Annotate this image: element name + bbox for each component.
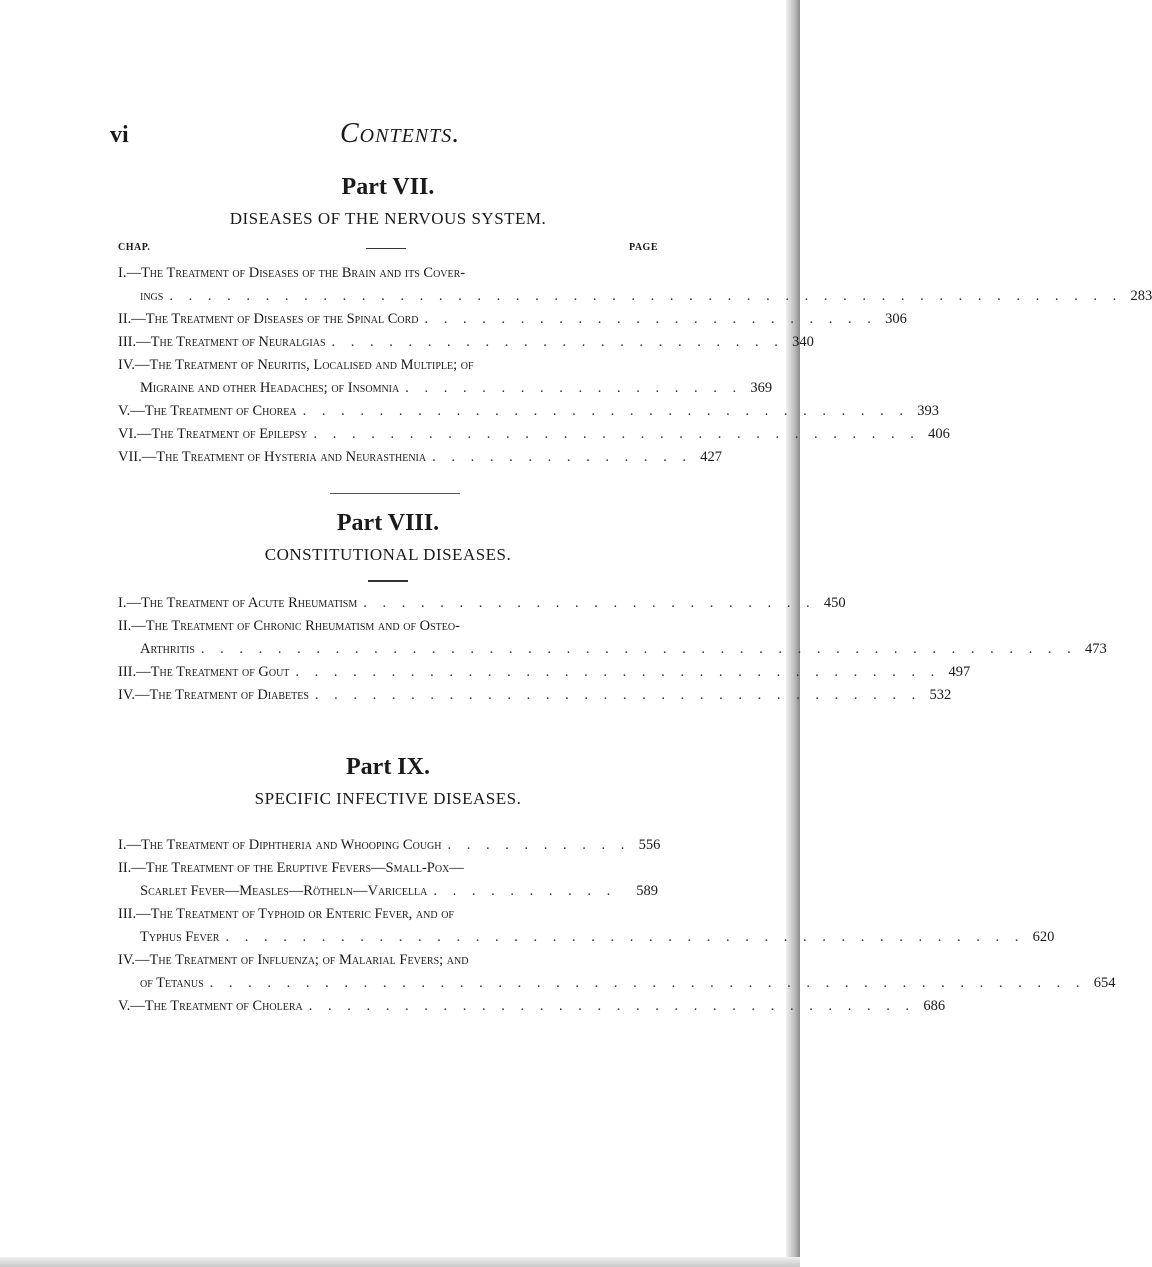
entry-continuation: Arthritis	[140, 641, 195, 657]
entry-list	[118, 592, 1107, 707]
page-number: vi	[110, 122, 129, 148]
leader-dots: . . . . . . . . . . . . . . . . . . . . . . . . . . . . . . . .	[308, 998, 916, 1014]
toc-entry	[118, 592, 846, 615]
toc-entry	[118, 262, 1152, 308]
leader-dots: . . . . . . . . . .	[433, 883, 617, 899]
page-label: PAGE	[628, 242, 658, 253]
toc-entry	[118, 423, 950, 446]
entry-page: 589	[636, 883, 658, 899]
leader-dots: . . . . . . . . . .	[447, 837, 631, 853]
toc-entry	[118, 949, 1116, 995]
leader-dots: . . . . . . . . . . . . . . . . . . . . . . . . . . . . . . . . . .	[295, 664, 941, 680]
entry-list	[118, 834, 1116, 1018]
entry-page: 620	[1032, 929, 1055, 945]
part-title: Part IX.	[346, 754, 430, 780]
entry-page: 473	[1085, 641, 1107, 657]
entry-continuation: ings	[140, 288, 164, 304]
entry-line: II.—The Treatment of Diseases of the Spinal Cord	[118, 311, 419, 327]
entry-page: 340	[792, 334, 814, 350]
entry-line: III.—The Treatment of Gout	[118, 664, 290, 680]
leader-dots: . . . . . . . . . . . . . . . . . . . . . . . . . . . . . . . . . . . . . . . . . .	[225, 929, 1025, 945]
entry-line: I.—The Treatment of Diseases of the Brain and its Cover-	[118, 265, 466, 281]
part-subtitle: DISEASES OF THE NERVOUS SYSTEM.	[229, 209, 547, 228]
entry-line: VI.—The Treatment of Epilepsy	[118, 426, 308, 442]
entry-line: IV.—The Treatment of Diabetes	[118, 687, 309, 703]
entry-line: VII.—The Treatment of Hysteria and Neurasthenia	[118, 449, 427, 465]
entry-page: 283	[1130, 288, 1152, 304]
entry-line: II.—The Treatment of the Eruptive Fevers—Small-Pox—	[118, 860, 464, 876]
entry-line: V.—The Treatment of Chorea	[118, 403, 297, 419]
toc-entry	[118, 354, 773, 400]
toc-entry	[118, 834, 661, 857]
entry-line: IV.—The Treatment of Influenza; of Malarial Fevers; and	[118, 952, 469, 968]
part-subtitle: CONSTITUTIONAL DISEASES.	[264, 545, 512, 564]
section-rule	[330, 493, 460, 494]
short-dash	[366, 248, 406, 249]
part-subtitle: SPECIFIC INFECTIVE DISEASES.	[254, 789, 522, 808]
leader-dots: . . . . . . . . . . . . . .	[432, 449, 692, 465]
part-title: Part VII.	[341, 174, 435, 200]
leader-dots: . . . . . . . . . . . . . . . . . . . . . . . . . . . . . . . .	[302, 403, 909, 419]
entry-continuation: Typhus Fever	[140, 929, 220, 945]
entry-line: III.—The Treatment of Neuralgias	[118, 334, 326, 350]
entry-page: 369	[750, 380, 773, 396]
entry-continuation: Migraine and other Headaches; of Insomnia	[140, 380, 400, 396]
toc-entry	[118, 903, 1055, 949]
leader-dots: . . . . . . . . . . . . . . . . . . . . . . . . . . . . . . . . . . . . . . . . . . . . . .	[200, 641, 1077, 657]
entry-page: 497	[948, 664, 971, 680]
entry-line: II.—The Treatment of Chronic Rheumatism and of Osteo-	[118, 618, 460, 634]
toc-entry	[118, 331, 814, 354]
toc-entry	[118, 857, 658, 903]
leader-dots: . . . . . . . . . . . . . . . . . . . . . . . .	[363, 595, 816, 611]
entry-line: III.—The Treatment of Typhoid or Enteric Fever, and of	[118, 906, 454, 922]
entry-line: IV.—The Treatment of Neuritis, Localised and Multiple; of	[118, 357, 474, 373]
entry-page: 393	[917, 403, 939, 419]
toc-entry	[118, 615, 1107, 661]
entry-list	[118, 262, 1152, 469]
column-headings	[118, 238, 658, 258]
toc-entry	[118, 308, 907, 331]
toc-entry	[118, 995, 946, 1018]
entry-page: 532	[929, 687, 952, 703]
leader-dots: . . . . . . . . . . . . . . . . . . . . . . . . . . . . . . . . . . . . . . . . . . . . . . . . . .	[169, 288, 1123, 304]
part-viii-section	[118, 508, 1107, 707]
page-edge-shadow	[786, 0, 800, 1267]
leader-dots: . . . . . . . . . . . . . . . . . . . . . . . .	[331, 334, 784, 350]
leader-dots: . . . . . . . . . . . . . . . . . .	[405, 380, 743, 396]
short-rule	[368, 580, 408, 582]
leader-dots: . . . . . . . . . . . . . . . . . . . . . . . . . . . . . . . .	[314, 687, 922, 703]
entry-page: 450	[823, 595, 846, 611]
entry-line: I.—The Treatment of Acute Rheumatism	[118, 595, 358, 611]
entry-page: 427	[700, 449, 722, 465]
entry-page: 686	[923, 998, 946, 1014]
entry-continuation: of Tetanus	[140, 975, 204, 991]
toc-entry	[118, 661, 971, 684]
entry-continuation: Scarlet Fever—Measles—Rötheln—Varicella	[140, 883, 428, 899]
running-header	[110, 118, 690, 158]
toc-entry	[118, 684, 952, 707]
entry-page: 654	[1093, 975, 1116, 991]
toc-entry	[118, 400, 939, 423]
entry-line: I.—The Treatment of Diphtheria and Whooping Cough	[118, 837, 442, 853]
entry-page: 406	[928, 426, 950, 442]
leader-dots: . . . . . . . . . . . . . . . . . . . . . . . . . . . . . . . . . . . . . . . . . . . . . .	[209, 975, 1086, 991]
entry-page: 556	[638, 837, 661, 853]
running-title: Contents.	[340, 118, 461, 149]
chap-label: CHAP.	[118, 242, 151, 253]
entry-page: 306	[885, 311, 907, 327]
leader-dots: . . . . . . . . . . . . . . . . . . . . . . . .	[424, 311, 877, 327]
leader-dots: . . . . . . . . . . . . . . . . . . . . . . . . . . . . . . . .	[313, 426, 920, 442]
part-vii-section	[118, 172, 1152, 469]
toc-entry	[118, 446, 722, 469]
part-ix-section	[118, 752, 1116, 1018]
page-bottom-edge	[0, 1257, 800, 1267]
part-title: Part VIII.	[336, 510, 440, 536]
entry-line: V.—The Treatment of Cholera	[118, 998, 303, 1014]
